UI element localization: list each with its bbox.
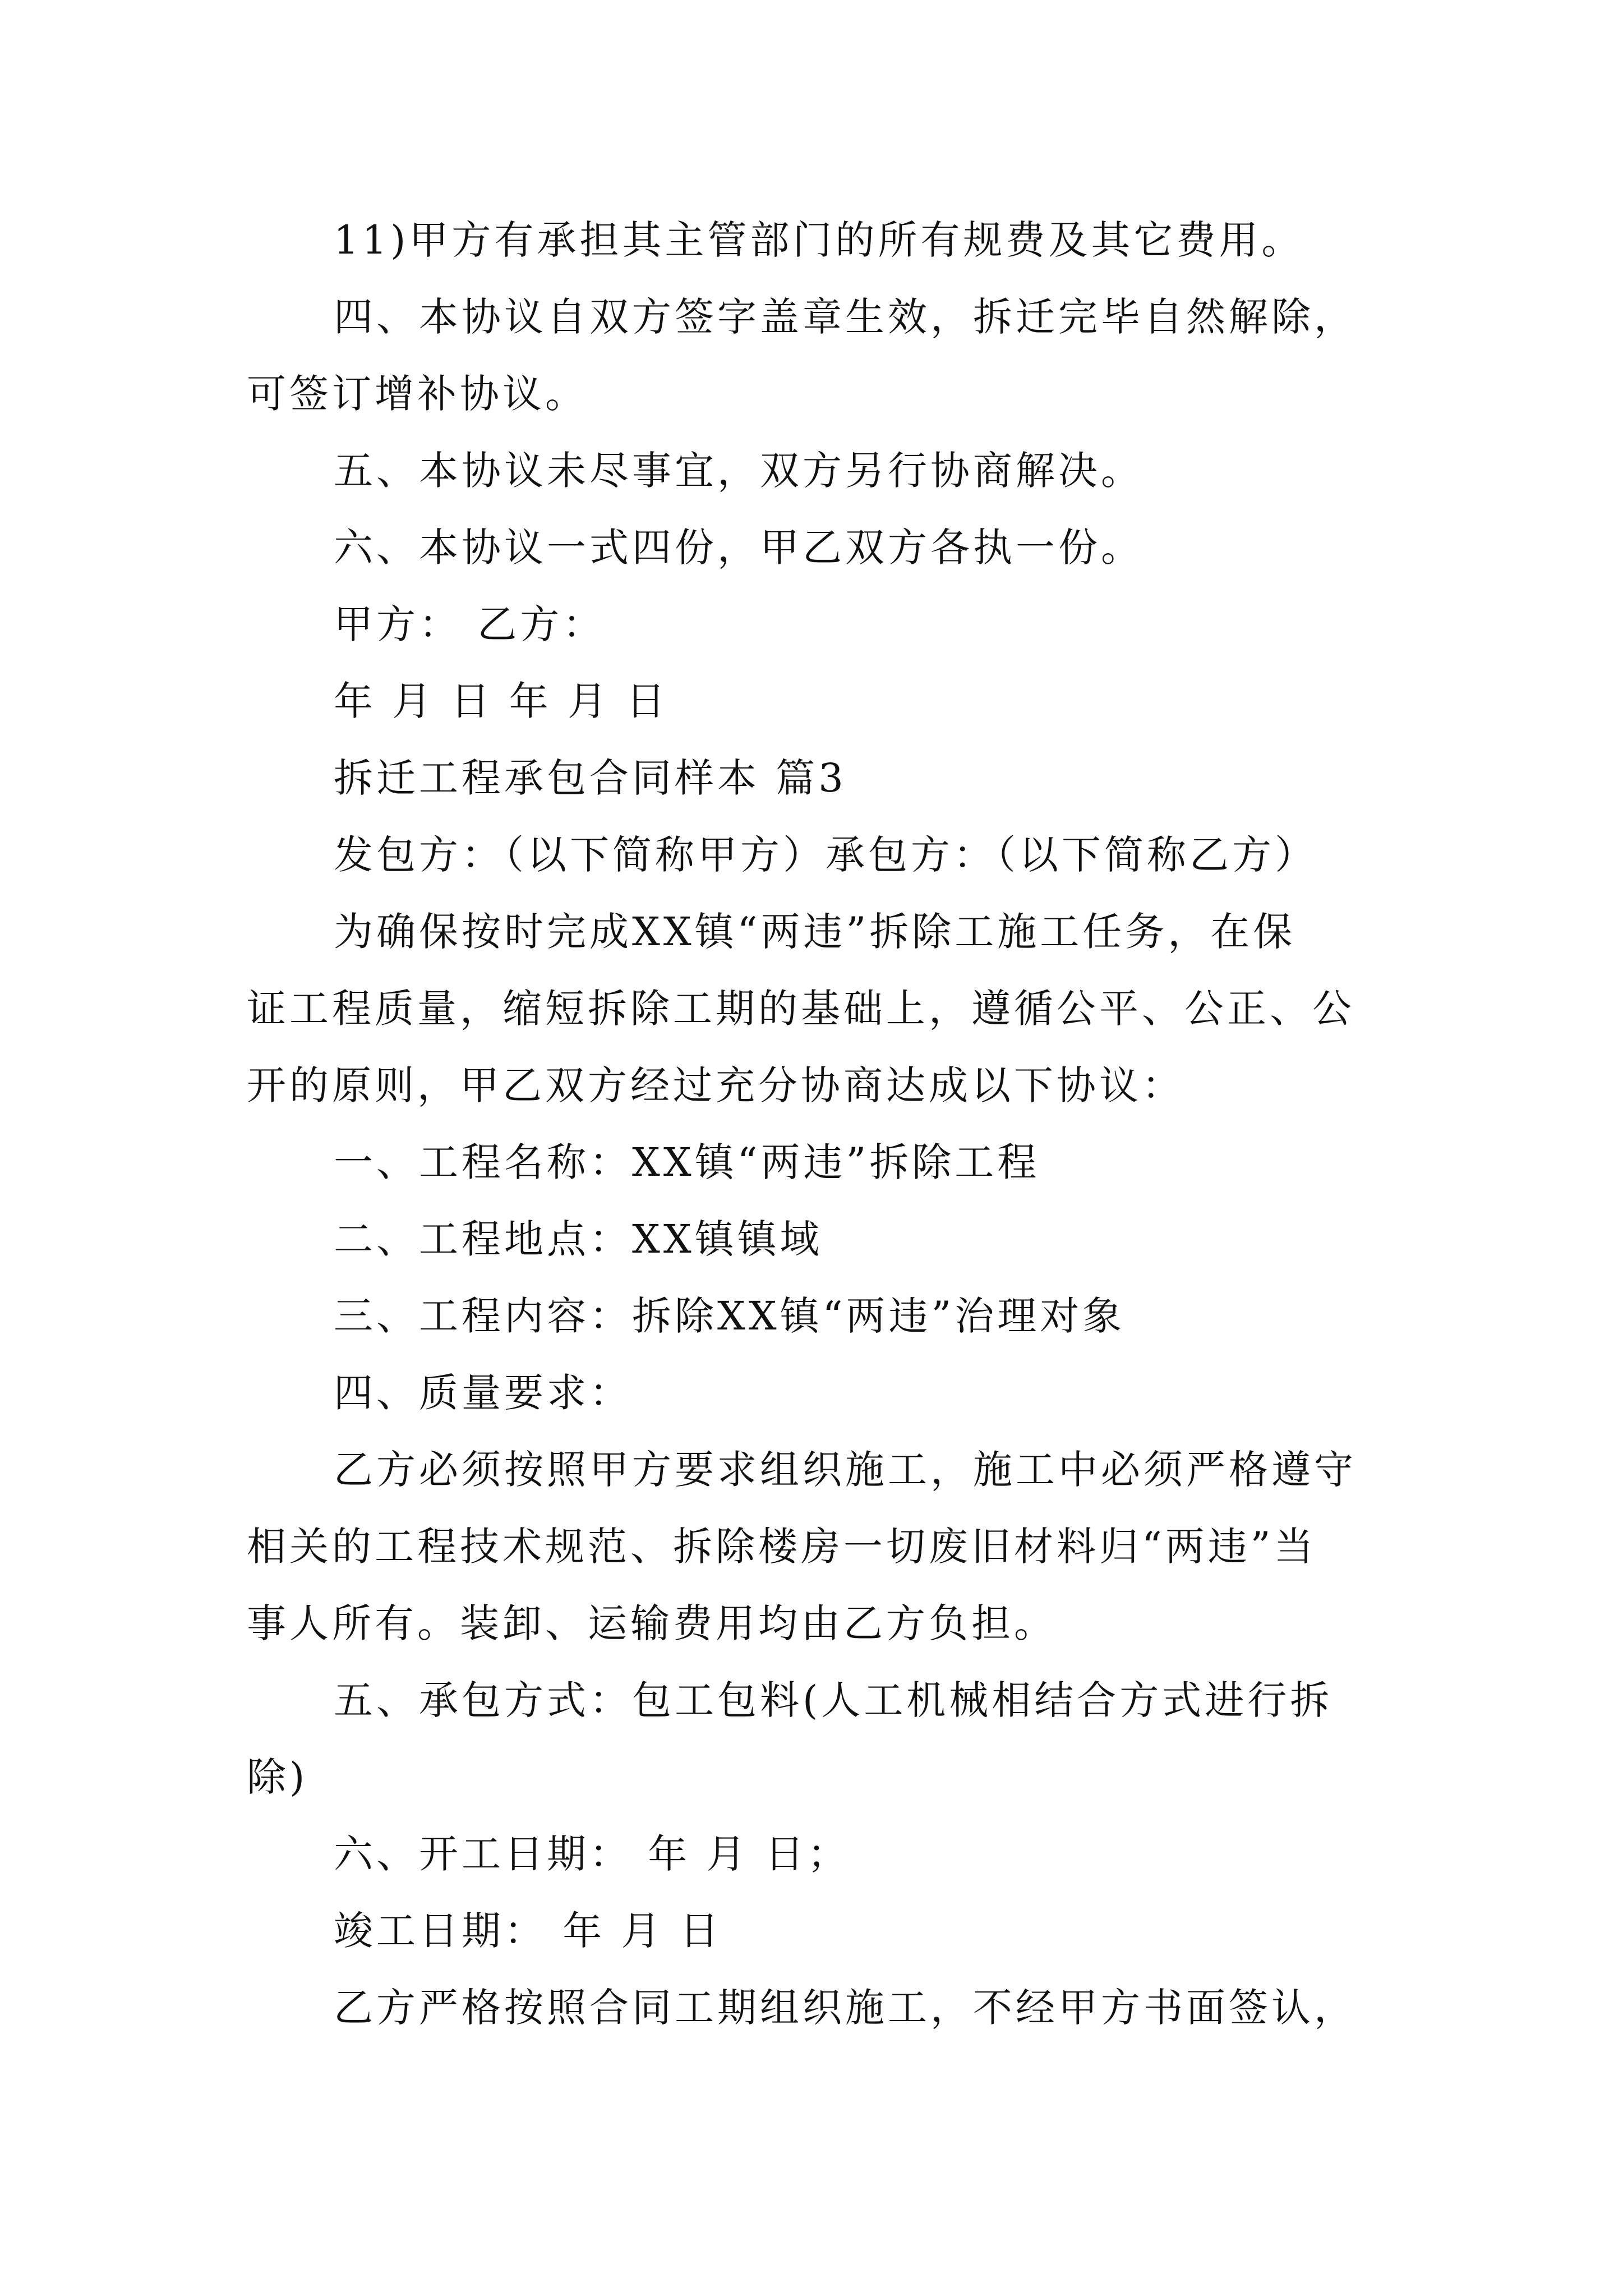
- signature-dates: 年 月 日 年 月 日: [334, 678, 669, 724]
- clause-11-fees: 11)甲方有承担其主管部门的所有规费及其它费用。: [334, 217, 1304, 263]
- section-title: 拆迁工程承包合同样本 篇3: [334, 755, 847, 801]
- item-5-contract-mode-cont: 除): [247, 1754, 308, 1800]
- clause-4-effective: 四、本协议自双方签字盖章生效，拆迁完毕自然解除，: [334, 294, 1357, 340]
- item-6-start-date: 六、开工日期： 年 月 日；: [334, 1831, 850, 1877]
- item-4-quality-heading: 四、质量要求：: [334, 1370, 632, 1416]
- item-3-project-content: 三、工程内容：拆除XX镇“两违”治理对象: [334, 1293, 1126, 1339]
- quality-line-2: 相关的工程技术规范、拆除楼房一切废旧材料归“两违”当: [247, 1524, 1317, 1570]
- signature-parties: 甲方： 乙方：: [334, 601, 606, 647]
- preamble-line-3: 开的原则，甲乙双方经过充分协商达成以下协议：: [247, 1062, 1184, 1108]
- quality-line-3: 事人所有。装卸、运输费用均由乙方负担。: [247, 1600, 1057, 1646]
- quality-line-1: 乙方必须按照甲方要求组织施工，施工中必须严格遵守: [334, 1447, 1357, 1493]
- clause-5-unresolved: 五、本协议未尽事宜，双方另行协商解决。: [334, 448, 1144, 494]
- schedule-line-1: 乙方严格按照合同工期组织施工，不经甲方书面签认，: [334, 1985, 1357, 2031]
- preamble-line-1: 为确保按时完成XX镇“两违”拆除工施工任务，在保: [334, 909, 1296, 955]
- item-5-contract-mode: 五、承包方式：包工包料(人工机械相结合方式进行拆: [334, 1677, 1333, 1723]
- parties-line: 发包方：（以下简称甲方）承包方：（以下简称乙方）: [334, 832, 1317, 878]
- document-body: [247, 202, 1402, 2046]
- preamble-line-2: 证工程质量，缩短拆除工期的基础上，遵循公平、公正、公: [247, 986, 1355, 1032]
- item-2-project-location: 二、工程地点：XX镇镇域: [334, 1216, 823, 1262]
- item-1-project-name: 一、工程名称：XX镇“两违”拆除工程: [334, 1139, 1040, 1185]
- completion-date: 竣工日期： 年 月 日: [334, 1908, 722, 1954]
- clause-6-copies: 六、本协议一式四份，甲乙双方各执一份。: [334, 524, 1144, 570]
- clause-4-effective-cont: 可签订增补协议。: [247, 371, 588, 417]
